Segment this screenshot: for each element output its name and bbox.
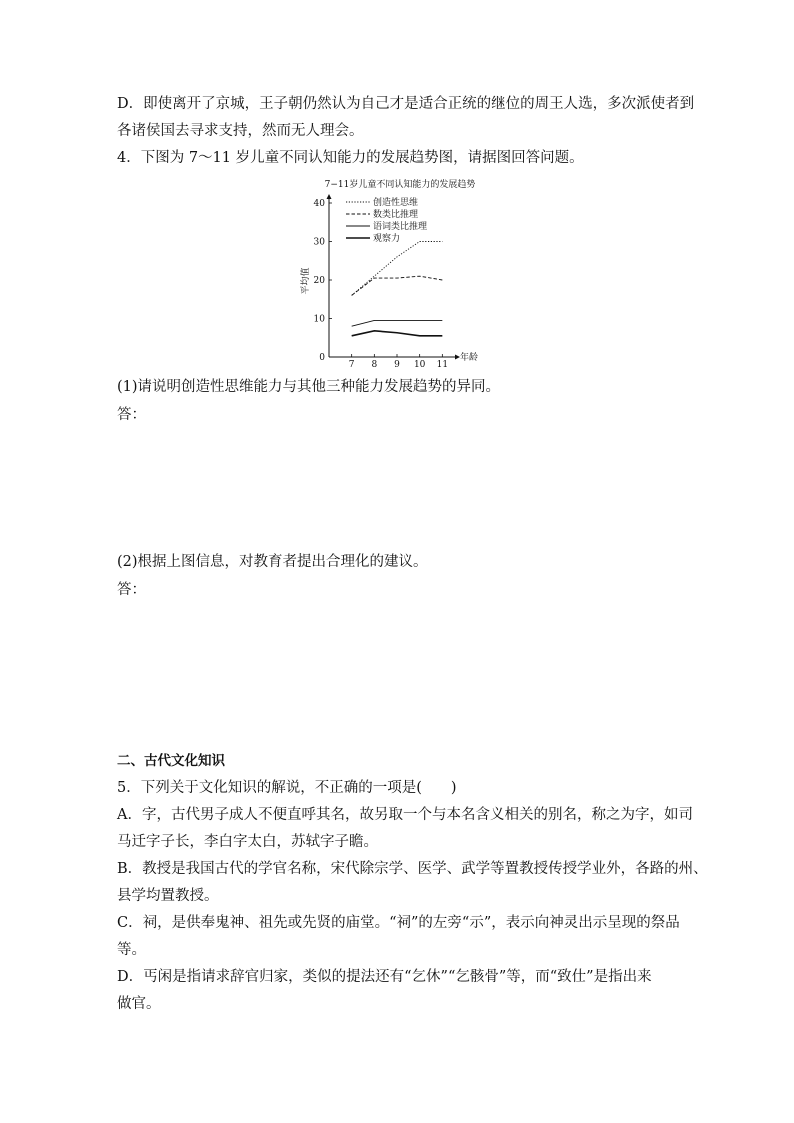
y-tick-label: 10 [313, 314, 325, 325]
series-line [352, 331, 443, 336]
option-a-line-1: A．字，古代男子成人不便直呼其名，故另取一个与本名含义相关的别名，称之为字，如司 [117, 807, 693, 823]
x-tick-label: 9 [394, 360, 400, 370]
chart-legend [346, 196, 427, 244]
x-tick-label: 11 [436, 360, 449, 370]
x-axis-label: 年龄 [460, 353, 479, 363]
option-d-line-1: D．即使离开了京城，王子朝仍然认为自己才是适合正统的继位的周王人选，多次派使者到 [117, 96, 695, 112]
option-a-line-2: 马迁字子长，李白字太白，苏轼字子瞻。 [117, 834, 378, 850]
y-tick-label: 0 [319, 353, 325, 363]
option-d-line-2: 各诸侯国去寻求支持，然而无人理会。 [117, 123, 364, 139]
series-line [352, 320, 443, 326]
x-tick-label: 8 [371, 360, 378, 370]
question-4: 4．下图为 7～11 岁儿童不同认知能力的发展趋势图，请据图回答问题。 [117, 150, 584, 166]
cognitive-development-chart [300, 173, 500, 370]
option-c-line-2: 等。 [117, 942, 146, 958]
option-b-line-1: B．教授是我国古代的学官名称，宋代除宗学、医学、武学等置教授传授学业外，各路的州、 [117, 861, 708, 877]
legend-label: 观察力 [373, 234, 401, 244]
y-tick-label: 20 [313, 276, 325, 286]
chart-title: 7−11岁儿童不同认知能力的发展趋势 [324, 180, 476, 190]
section-heading-ancient-culture: 二、古代文化知识 [117, 753, 225, 769]
legend-label: 数类比推理 [373, 210, 419, 220]
x-tick-label: 10 [413, 360, 426, 370]
option-b-line-2: 县学均置教授。 [117, 888, 219, 904]
legend-label: 语词类比推理 [373, 222, 428, 232]
y-axis-arrow [327, 194, 332, 199]
legend-label: 创造性思维 [373, 198, 419, 208]
option-d2-line-1: D．丐闲是指请求辞官归家，类似的提法还有“乞休”“乞骸骨”等，而“致仕”是指出来 [117, 969, 652, 985]
y-tick-label: 40 [313, 199, 325, 209]
y-tick-label: 30 [313, 237, 325, 248]
question-4-part-2: (2)根据上图信息，对教育者提出合理化的建议。 [117, 554, 428, 570]
series-line [352, 242, 443, 296]
option-c-line-1: C．祠，是供奉鬼神、祖先或先贤的庙堂。“祠”的左旁“示”，表示向神灵出示呈现的祭品 [117, 915, 680, 931]
question-5: 5．下列关于文化知识的解说，不正确的一项是( ) [117, 780, 457, 796]
chart-series [352, 242, 443, 336]
x-tick-label: 7 [348, 360, 355, 370]
question-4-part-1: (1)请说明创造性思维能力与其他三种能力发展趋势的异同。 [117, 379, 501, 395]
answer-label-1: 答： [117, 407, 146, 423]
series-line [352, 276, 443, 295]
answer-label-2: 答： [117, 582, 146, 598]
y-axis-label: 平均值 [301, 267, 311, 295]
option-d2-line-2: 做官。 [117, 996, 161, 1012]
